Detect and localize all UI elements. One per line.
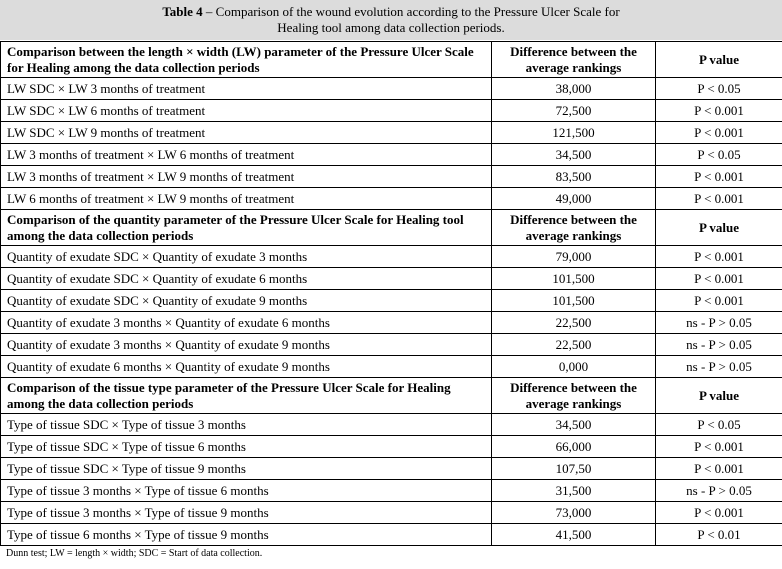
difference-cell: 66,000 — [492, 436, 656, 458]
p-value-cell: P < 0.01 — [656, 524, 782, 546]
comparison-cell: LW SDC × LW 3 months of treatment — [1, 78, 492, 100]
difference-cell: 121,500 — [492, 122, 656, 144]
p-value-cell: P < 0.001 — [656, 188, 782, 210]
p-value-cell: P < 0.001 — [656, 502, 782, 524]
p-value-cell: P < 0.001 — [656, 268, 782, 290]
comparison-cell: Type of tissue 3 months × Type of tissue 6 months — [1, 480, 492, 502]
section-header-comparison: Comparison of the quantity parameter of the Pressure Ulcer Scale for Healing tool among the data collection periods — [1, 210, 492, 246]
table-row — [1, 502, 782, 524]
p-value-cell: P < 0.001 — [656, 290, 782, 312]
p-value-cell: ns - P > 0.05 — [656, 356, 782, 378]
p-value-cell: P < 0.001 — [656, 100, 782, 122]
p-value-cell: P < 0.05 — [656, 144, 782, 166]
difference-cell: 38,000 — [492, 78, 656, 100]
table-row — [1, 480, 782, 502]
difference-cell: 22,500 — [492, 334, 656, 356]
difference-cell: 49,000 — [492, 188, 656, 210]
table-row — [1, 458, 782, 480]
comparison-table — [0, 41, 782, 546]
difference-cell: 101,500 — [492, 268, 656, 290]
comparison-cell: Type of tissue 3 months × Type of tissue 9 months — [1, 502, 492, 524]
comparison-cell: LW 6 months of treatment × LW 9 months of treatment — [1, 188, 492, 210]
section-header-row — [1, 210, 782, 246]
table-row — [1, 122, 782, 144]
difference-cell: 22,500 — [492, 312, 656, 334]
difference-cell: 0,000 — [492, 356, 656, 378]
table-row — [1, 188, 782, 210]
p-value-cell: P < 0.05 — [656, 414, 782, 436]
section-header-p-value: P value — [656, 210, 782, 246]
difference-cell: 107,50 — [492, 458, 656, 480]
comparison-cell: Quantity of exudate SDC × Quantity of exudate 3 months — [1, 246, 492, 268]
difference-cell: 34,500 — [492, 414, 656, 436]
difference-cell: 101,500 — [492, 290, 656, 312]
p-value-cell: ns - P > 0.05 — [656, 480, 782, 502]
difference-cell: 31,500 — [492, 480, 656, 502]
difference-cell: 83,500 — [492, 166, 656, 188]
section-header-comparison: Comparison between the length × width (LW) parameter of the Pressure Ulcer Scale for Healing among the data collection periods — [1, 42, 492, 78]
section-header-difference: Difference between the average rankings — [492, 42, 656, 78]
p-value-cell: ns - P > 0.05 — [656, 312, 782, 334]
table-footnote: Dunn test; LW = length × width; SDC = Start of data collection. — [6, 548, 263, 559]
difference-cell: 79,000 — [492, 246, 656, 268]
table-caption — [0, 0, 782, 40]
difference-cell: 34,500 — [492, 144, 656, 166]
difference-cell: 41,500 — [492, 524, 656, 546]
caption-lead: Table 4 — [162, 4, 203, 19]
section-header-p-value: P value — [656, 378, 782, 414]
table-row — [1, 312, 782, 334]
section-header-difference: Difference between the average rankings — [492, 378, 656, 414]
section-header-p-value: P value — [656, 42, 782, 78]
p-value-cell: ns - P > 0.05 — [656, 334, 782, 356]
comparison-cell: Quantity of exudate 6 months × Quantity of exudate 9 months — [1, 356, 492, 378]
comparison-cell: Quantity of exudate 3 months × Quantity of exudate 9 months — [1, 334, 492, 356]
comparison-cell: LW SDC × LW 6 months of treatment — [1, 100, 492, 122]
table-row — [1, 78, 782, 100]
comparison-cell: Type of tissue SDC × Type of tissue 9 months — [1, 458, 492, 480]
p-value-cell: P < 0.001 — [656, 122, 782, 144]
p-value-cell: P < 0.001 — [656, 458, 782, 480]
caption-text-line2: Healing tool among data collection periods. — [277, 20, 505, 35]
comparison-cell: Quantity of exudate SDC × Quantity of exudate 6 months — [1, 268, 492, 290]
table-row — [1, 144, 782, 166]
table-row — [1, 166, 782, 188]
comparison-cell: Quantity of exudate SDC × Quantity of exudate 9 months — [1, 290, 492, 312]
caption-text-line1: – Comparison of the wound evolution according to the Pressure Ulcer Scale for — [202, 4, 620, 19]
table-row — [1, 334, 782, 356]
comparison-cell: Type of tissue 6 months × Type of tissue 9 months — [1, 524, 492, 546]
section-header-difference: Difference between the average rankings — [492, 210, 656, 246]
section-header-comparison: Comparison of the tissue type parameter of the Pressure Ulcer Scale for Healing among the data collection periods — [1, 378, 492, 414]
table-row — [1, 268, 782, 290]
section-header-row — [1, 378, 782, 414]
difference-cell: 73,000 — [492, 502, 656, 524]
table-row — [1, 524, 782, 546]
table-row — [1, 246, 782, 268]
comparison-cell: Type of tissue SDC × Type of tissue 6 months — [1, 436, 492, 458]
p-value-cell: P < 0.001 — [656, 166, 782, 188]
table-row — [1, 356, 782, 378]
table-row — [1, 290, 782, 312]
comparison-cell: LW 3 months of treatment × LW 9 months of treatment — [1, 166, 492, 188]
comparison-cell: LW SDC × LW 9 months of treatment — [1, 122, 492, 144]
p-value-cell: P < 0.001 — [656, 246, 782, 268]
table-row — [1, 414, 782, 436]
table-row — [1, 100, 782, 122]
comparison-cell: Type of tissue SDC × Type of tissue 3 months — [1, 414, 492, 436]
difference-cell: 72,500 — [492, 100, 656, 122]
section-header-row — [1, 42, 782, 78]
p-value-cell: P < 0.05 — [656, 78, 782, 100]
p-value-cell: P < 0.001 — [656, 436, 782, 458]
comparison-cell: Quantity of exudate 3 months × Quantity of exudate 6 months — [1, 312, 492, 334]
table-row — [1, 436, 782, 458]
comparison-cell: LW 3 months of treatment × LW 6 months of treatment — [1, 144, 492, 166]
